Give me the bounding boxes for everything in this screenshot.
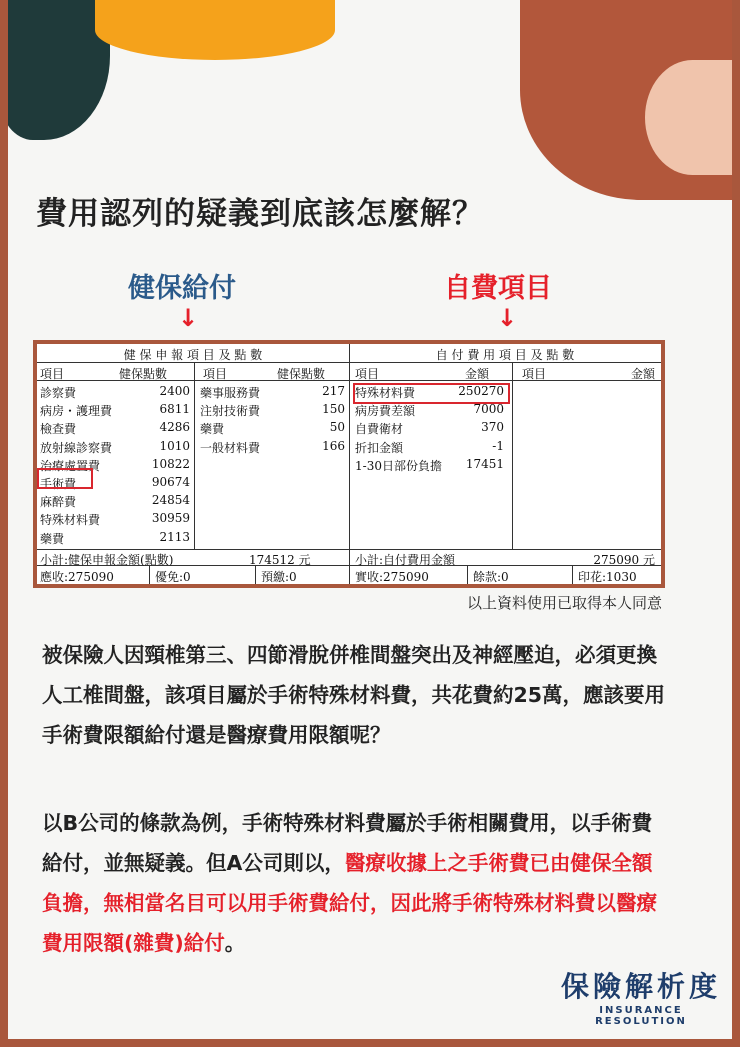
col-header: 項目 — [355, 367, 380, 381]
decor-teal-shape — [0, 0, 110, 140]
line-item-value: 370 — [481, 420, 504, 435]
arrow-down-icon: ↓ — [497, 304, 518, 332]
line-item-value: 166 — [322, 438, 345, 453]
decor-orange-circle — [95, 0, 335, 60]
page-title: 費用認列的疑義到底該怎麼解？ — [36, 196, 484, 232]
logo-english: INSURANCE RESOLUTION — [595, 1005, 687, 1027]
footer-discount: 優免:0 — [155, 570, 191, 584]
line-item-name: 麻醉費 — [40, 495, 77, 510]
footer-balance: 餘款:0 — [473, 570, 509, 584]
line-item-value: -1 — [492, 438, 504, 453]
col-header: 項目 — [40, 367, 65, 381]
line-item-value: 4286 — [159, 420, 190, 435]
line-item-value: 50 — [329, 420, 345, 435]
line-item-name: 治療處置費 — [40, 458, 101, 473]
line-item-name: 注射技術費 — [200, 404, 261, 419]
line-item-name: 折扣金額 — [355, 440, 404, 455]
line-item-name: 特殊材料費 — [355, 386, 416, 400]
line-item-value: 24854 — [151, 493, 190, 508]
para-highlight: 醫療收據上之手術費已由健保全額負擔，無相當名目可以用手術費給付，因此將手術特殊材料費以醫療費用限額(雜費)給付 — [42, 851, 657, 955]
line-item-value: 150 — [322, 402, 345, 417]
consent-caption: 以上資料使用已取得本人同意 — [466, 594, 662, 612]
line-item-name: 病房・護理費 — [40, 404, 113, 419]
nhi-subtotal-label: 小計:健保申報金額(點數) — [40, 553, 174, 567]
label-nhi: 健保給付 — [128, 273, 236, 304]
line-item-value: 6811 — [159, 402, 190, 417]
line-item-name: 1-30日部份負擔 — [355, 458, 442, 473]
logo-chinese: 保險解析度 — [560, 970, 721, 1003]
footer-receivable: 應收:275090 — [40, 570, 114, 584]
line-item-value: 17451 — [465, 456, 504, 471]
line-item-value: 217 — [322, 384, 345, 398]
line-item-name: 手術費 — [40, 477, 77, 491]
label-self-pay: 自費項目 — [444, 273, 552, 304]
arrow-down-icon: ↓ — [178, 304, 199, 332]
col-header: 健保點數 — [119, 367, 168, 381]
line-item-value: 10822 — [151, 456, 190, 471]
line-item-name: 藥費 — [40, 531, 65, 546]
line-item-name: 一般材料費 — [200, 440, 261, 455]
paragraph-case: 被保險人因頸椎第三、四節滑脫併椎間盤突出及神經壓迫，必須更換人工椎間盤，該項目屬於手術特殊材料費，共花費約25萬，應該要用手術費限額給付還是醫療費用限額呢？ — [42, 643, 666, 747]
medical-receipt — [33, 340, 665, 588]
line-item-name: 藥事服務費 — [200, 386, 261, 400]
col-header: 金額 — [630, 367, 655, 381]
brand-logo — [556, 965, 726, 1027]
line-item-value: 1010 — [159, 438, 190, 453]
self-header: 自 付 費 用 項 目 及 點 數 — [435, 348, 575, 362]
line-item-name: 自費衛材 — [355, 422, 404, 437]
nhi-subtotal: 174512 元 — [249, 553, 311, 567]
para-text: 。 — [224, 931, 246, 955]
line-item-name: 放射線診察費 — [40, 440, 113, 455]
line-item-name: 藥費 — [200, 422, 225, 437]
decor-peach-circle — [645, 60, 740, 175]
line-item-name: 特殊材料費 — [40, 513, 101, 528]
line-item-value: 90674 — [151, 475, 190, 489]
line-item-value: 7000 — [473, 402, 504, 417]
col-header: 金額 — [465, 367, 490, 381]
self-subtotal: 275090 元 — [593, 553, 655, 567]
footer-paid: 實收:275090 — [355, 570, 429, 584]
line-item-value: 2400 — [159, 384, 190, 398]
nhi-header: 健 保 申 報 項 目 及 點 數 — [123, 348, 263, 362]
line-item-name: 檢查費 — [40, 422, 77, 437]
line-item-name: 診察費 — [40, 386, 77, 400]
footer-stamp-tax: 印花:1030 — [578, 570, 637, 584]
para-text: 以B公司的條款為例，手術特殊材料費屬於手術相關費用，以手術費給付，並無疑義。但A公司則以， — [42, 811, 653, 875]
col-header: 項目 — [203, 367, 228, 381]
line-item-value: 2113 — [159, 529, 190, 544]
highlight-special-material — [353, 383, 510, 404]
self-subtotal-label: 小計:自付費用金額 — [355, 553, 456, 567]
col-header: 項目 — [522, 367, 547, 381]
paragraph-comparison — [42, 803, 672, 963]
line-item-name: 病房費差額 — [355, 404, 416, 419]
footer-prepaid: 預繳:0 — [261, 570, 297, 584]
col-header: 健保點數 — [277, 367, 326, 381]
line-item-value: 250270 — [458, 384, 504, 398]
highlight-surgery-fee — [37, 468, 93, 489]
line-item-value: 30959 — [151, 511, 190, 526]
